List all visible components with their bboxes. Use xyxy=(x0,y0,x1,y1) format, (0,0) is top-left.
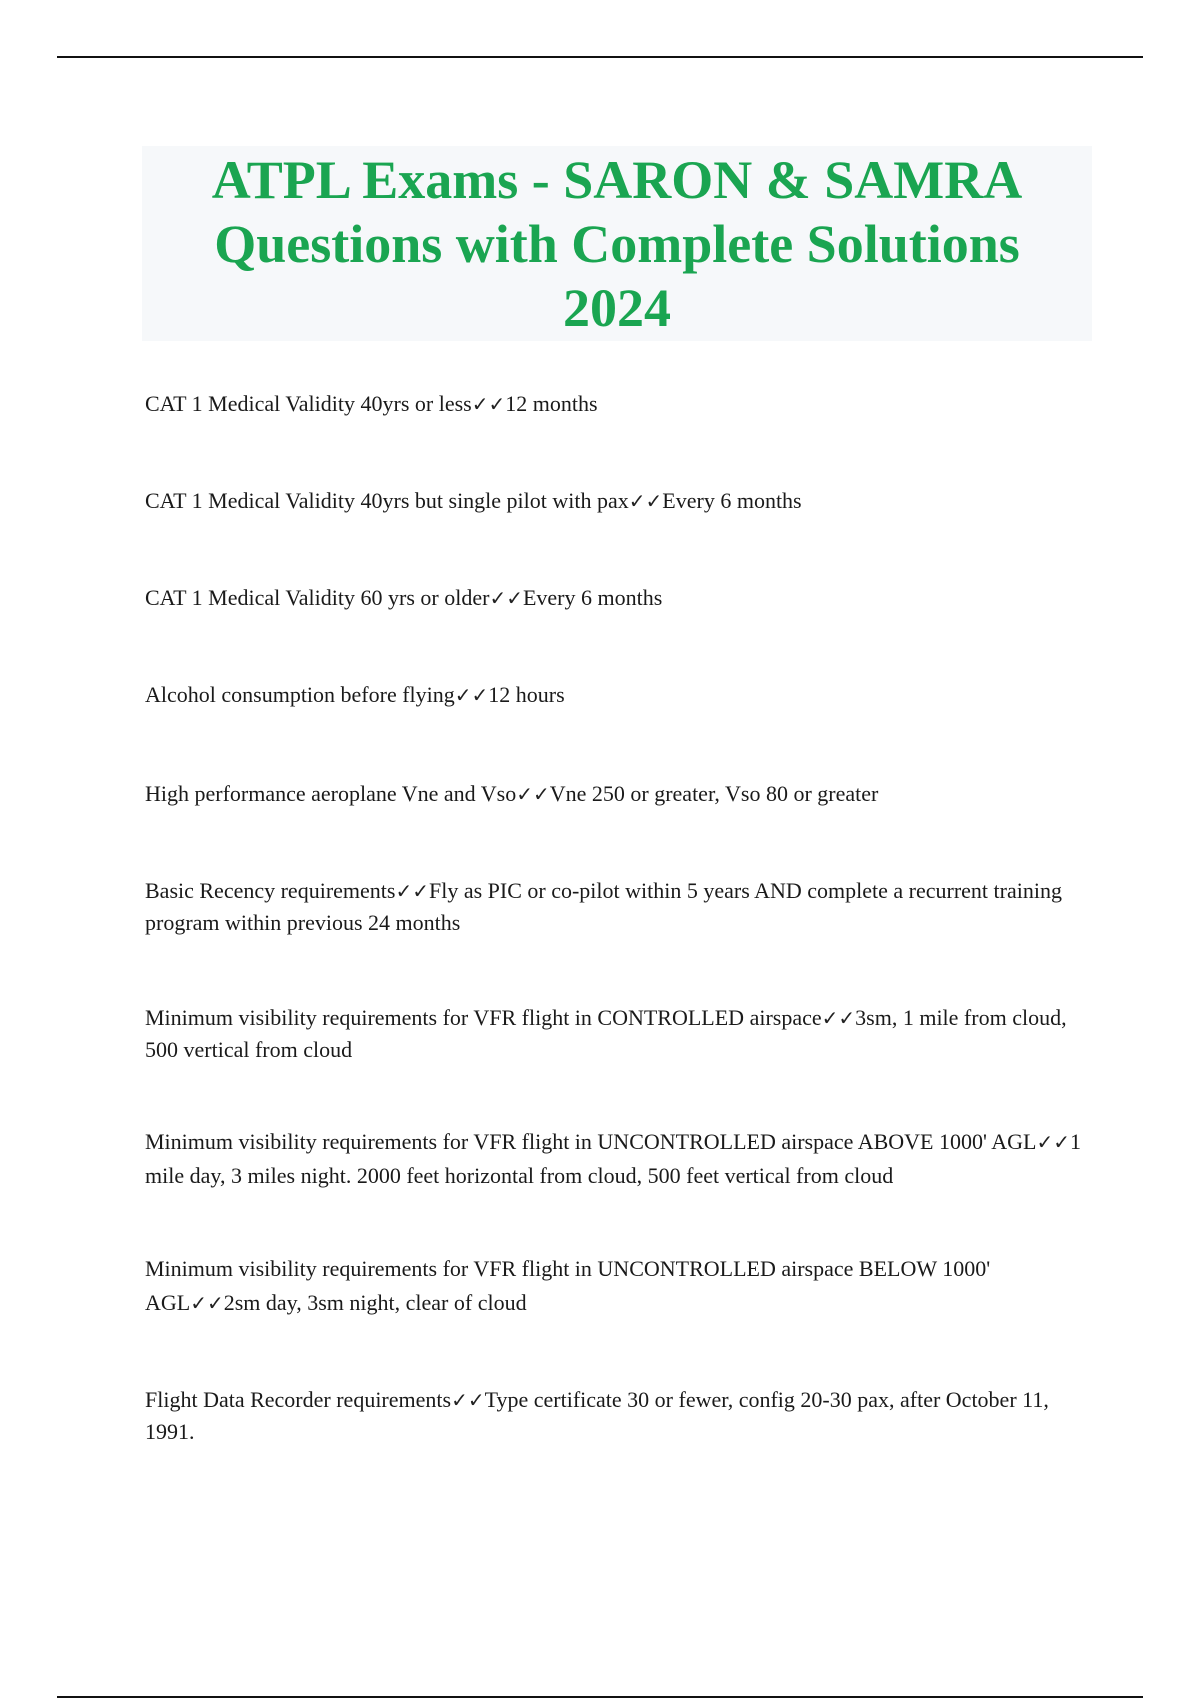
question-text: Minimum visibility requirements for VFR flight in UNCONTROLLED airspace ABOVE 1000' AGL xyxy=(145,1129,1037,1154)
title-line: 2024 xyxy=(563,277,671,338)
double-check-icon: ✓✓ xyxy=(471,392,506,416)
question-text: Basic Recency requirements xyxy=(145,878,396,903)
double-check-icon: ✓✓ xyxy=(489,586,523,610)
qa-item xyxy=(145,1002,1090,1065)
title-line: ATPL Exams - SARON & SAMRA xyxy=(211,149,1023,210)
double-check-icon: ✓✓ xyxy=(516,782,550,806)
answer-text: 3sm, 1 mile from cloud, 500 vertical from cloud xyxy=(145,1005,1067,1062)
question-text: Minimum visibility requirements for VFR flight in CONTROLLED airspace xyxy=(145,1005,822,1030)
question-text: CAT 1 Medical Validity 60 yrs or older xyxy=(145,585,490,610)
qa-item xyxy=(145,1384,1090,1447)
qa-item xyxy=(145,388,1090,420)
bottom-rule xyxy=(57,1696,1143,1698)
qa-item xyxy=(145,485,1090,517)
answer-text: Type certificate 30 or fewer, config 20-30 pax, after October 11, 1991. xyxy=(145,1387,1049,1444)
answer-text: 1 mile day, 3 miles night. 2000 feet horizontal from cloud, 500 feet vertical from cloud xyxy=(145,1129,1081,1188)
question-text: CAT 1 Medical Validity 40yrs but single pilot with pax xyxy=(145,488,629,513)
double-check-icon: ✓✓ xyxy=(628,489,663,513)
question-text: Minimum visibility requirements for VFR flight in UNCONTROLLED airspace BELOW 1000' AGL xyxy=(145,1256,991,1315)
qa-item xyxy=(145,778,1090,810)
double-check-icon: ✓✓ xyxy=(1036,1130,1070,1154)
qa-item xyxy=(145,1125,1090,1193)
question-text: CAT 1 Medical Validity 40yrs or less xyxy=(145,391,472,416)
title-box xyxy=(142,146,1092,341)
answer-text: Fly as PIC or co-pilot within 5 years AND complete a recurrent training program within previous 24 months xyxy=(145,878,1062,935)
qa-item xyxy=(145,582,1090,614)
title-line: Questions with Complete Solutions xyxy=(214,213,1020,274)
question-text: High performance aeroplane Vne and Vso xyxy=(145,781,517,806)
qa-item xyxy=(145,1252,1090,1320)
double-check-icon: ✓✓ xyxy=(395,879,429,903)
answer-text: 12 months xyxy=(505,391,598,416)
question-text: Alcohol consumption before flying xyxy=(145,682,455,707)
qa-item xyxy=(145,679,1090,711)
answer-text: Every 6 months xyxy=(662,488,802,513)
answer-text: Every 6 months xyxy=(522,585,663,610)
question-text: Flight Data Recorder requirements xyxy=(145,1387,452,1412)
double-check-icon: ✓✓ xyxy=(821,1006,856,1030)
double-check-icon: ✓✓ xyxy=(451,1388,485,1412)
document-title xyxy=(212,148,1023,340)
top-rule xyxy=(57,56,1143,58)
double-check-icon: ✓✓ xyxy=(190,1291,224,1315)
answer-text: 2sm day, 3sm night, clear of cloud xyxy=(223,1290,527,1315)
qa-item xyxy=(145,875,1090,938)
answer-text: Vne 250 or greater, Vso 80 or greater xyxy=(549,781,879,806)
answer-text: 12 hours xyxy=(488,682,565,707)
double-check-icon: ✓✓ xyxy=(454,683,489,707)
